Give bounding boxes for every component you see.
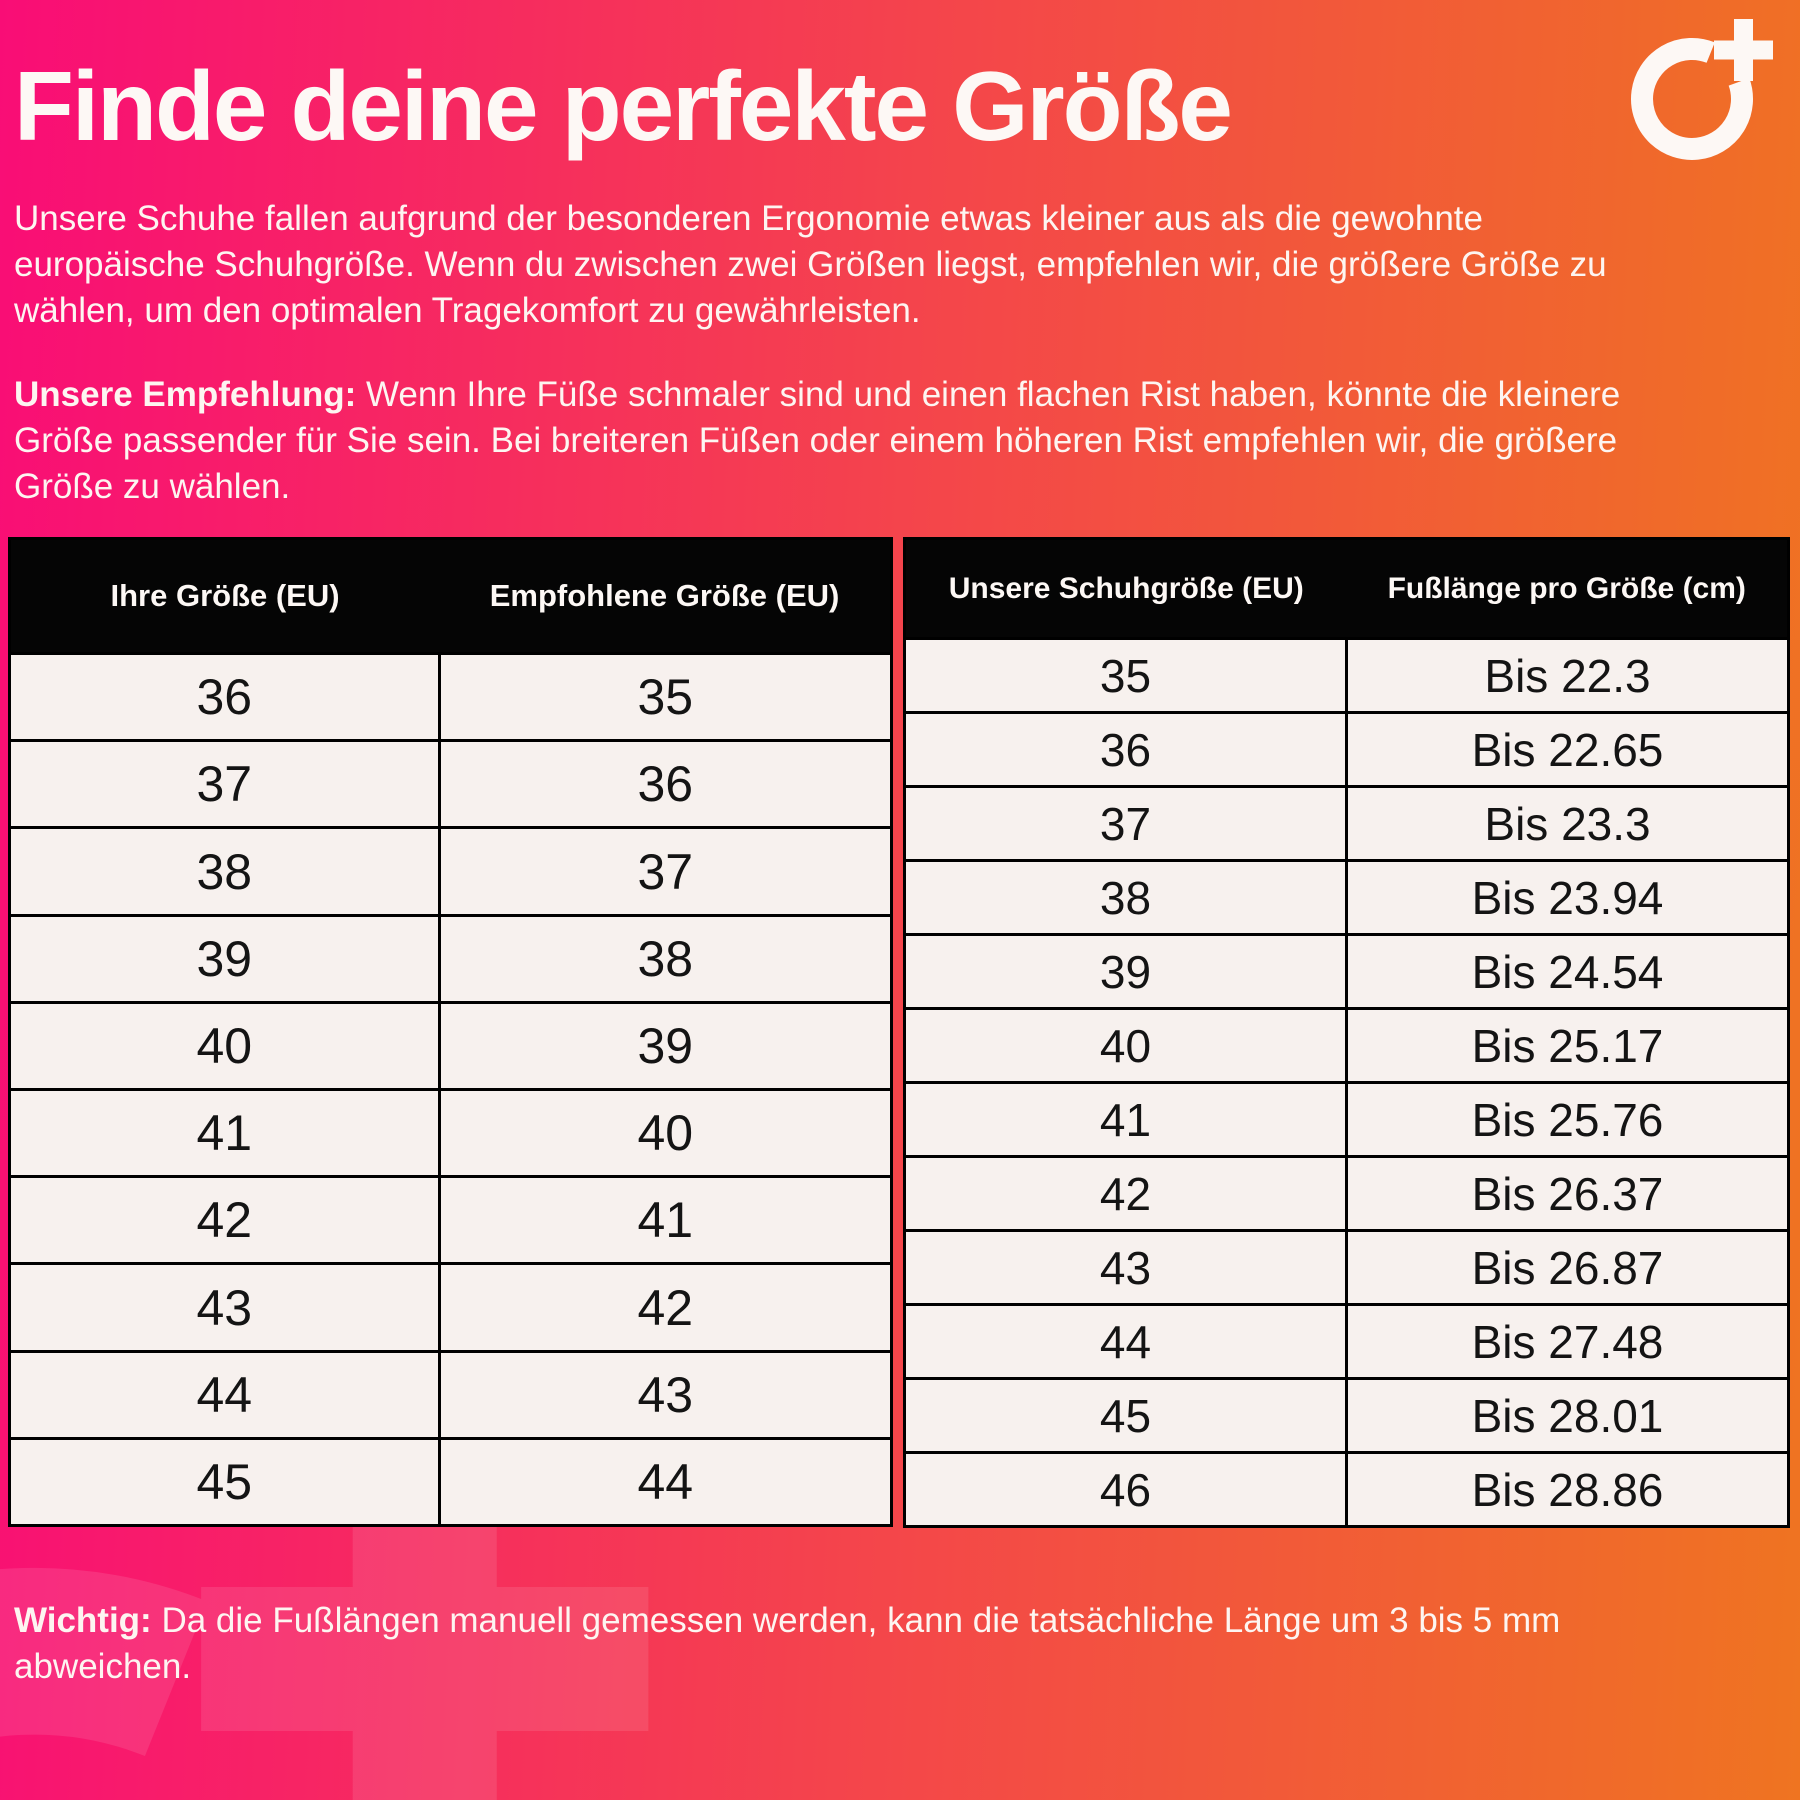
foot-length-cell: Bis 23.94 bbox=[1345, 862, 1787, 933]
table-row bbox=[11, 1088, 890, 1175]
footer-note-label: Wichtig: bbox=[14, 1601, 152, 1640]
table-row bbox=[906, 1229, 1787, 1303]
size-recommendation-table bbox=[8, 537, 893, 1527]
table-row bbox=[11, 1437, 890, 1524]
recommended-size-cell: 40 bbox=[438, 1091, 890, 1175]
column-header-recommended-size: Empfohlene Größe (EU) bbox=[489, 578, 840, 613]
table-row bbox=[906, 933, 1787, 1007]
shoe-size-cell: 37 bbox=[1099, 797, 1152, 850]
shoe-size-cell: 46 bbox=[1099, 1463, 1152, 1516]
foot-length-cell: Bis 25.17 bbox=[1345, 1010, 1787, 1081]
your-size-cell: 45 bbox=[196, 1453, 253, 1510]
recommendation-paragraph bbox=[14, 372, 1644, 510]
table-row bbox=[11, 914, 890, 1001]
your-size-cell: 38 bbox=[196, 843, 253, 900]
shoe-size-cell: 41 bbox=[1099, 1093, 1152, 1146]
table-row bbox=[906, 1451, 1787, 1525]
shoe-size-cell: 35 bbox=[1099, 649, 1152, 702]
table-row bbox=[11, 1175, 890, 1262]
table-row bbox=[906, 711, 1787, 785]
table-row bbox=[11, 1262, 890, 1349]
page-title: Finde deine perfekte Größe bbox=[14, 51, 1231, 161]
your-size-cell: 43 bbox=[196, 1279, 253, 1336]
foot-length-cell: Bis 25.76 bbox=[1345, 1084, 1787, 1155]
table-row bbox=[906, 1081, 1787, 1155]
foot-length-table-body bbox=[906, 637, 1787, 1525]
shoe-size-cell: 39 bbox=[1099, 945, 1152, 998]
shoe-size-cell: 43 bbox=[1099, 1241, 1152, 1294]
table-row bbox=[906, 859, 1787, 933]
your-size-cell: 42 bbox=[196, 1192, 253, 1249]
your-size-cell: 44 bbox=[196, 1366, 253, 1423]
your-size-cell: 40 bbox=[196, 1017, 253, 1074]
recommended-size-cell: 43 bbox=[438, 1353, 890, 1437]
table-row bbox=[906, 785, 1787, 859]
foot-length-cell: Bis 22.65 bbox=[1345, 714, 1787, 785]
shoe-size-cell: 36 bbox=[1099, 723, 1152, 776]
recommended-size-cell: 37 bbox=[438, 829, 890, 913]
your-size-cell: 41 bbox=[196, 1105, 253, 1162]
foot-length-table bbox=[903, 537, 1790, 1528]
table-row bbox=[906, 1303, 1787, 1377]
footer-note-text: Da die Fußlängen manuell gemessen werden, kann die tatsächliche Länge um 3 bis 5 mm abweichen. bbox=[14, 1601, 1561, 1686]
recommended-size-cell: 42 bbox=[438, 1265, 890, 1349]
footer-note bbox=[14, 1598, 1644, 1690]
column-header-your-size: Ihre Größe (EU) bbox=[110, 578, 340, 613]
circle-plus-logo-icon bbox=[1600, 0, 1800, 200]
your-size-cell: 36 bbox=[196, 669, 253, 726]
your-size-cell: 39 bbox=[196, 930, 253, 987]
recommended-size-cell: 39 bbox=[438, 1004, 890, 1088]
foot-length-table-header bbox=[906, 540, 1787, 637]
size-recommendation-table-header bbox=[11, 540, 890, 652]
recommended-size-cell: 44 bbox=[438, 1440, 890, 1524]
table-row bbox=[11, 1350, 890, 1437]
shoe-size-cell: 44 bbox=[1099, 1315, 1152, 1368]
foot-length-cell: Bis 23.3 bbox=[1345, 788, 1787, 859]
table-row bbox=[11, 826, 890, 913]
intro-paragraph: Unsere Schuhe fallen aufgrund der besonderen Ergonomie etwas kleiner aus als die gewohnte europäische Schuhgröße. Wenn du zwischen zwei Größen liegst, empfehlen wir, die größere Größe zu wählen, um den optimalen Tragekomfort zu gewährleisten. bbox=[14, 199, 1607, 330]
foot-length-cell: Bis 24.54 bbox=[1345, 936, 1787, 1007]
recommendation-label: Unsere Empfehlung: bbox=[14, 375, 357, 414]
table-row bbox=[11, 739, 890, 826]
table-row bbox=[11, 652, 890, 739]
shoe-size-cell: 45 bbox=[1099, 1389, 1152, 1442]
recommendation-text: Wenn Ihre Füße schmaler sind und einen flachen Rist haben, könnte die kleinere Größe passender für Sie sein. Bei breiteren Füßen oder einem höheren Rist empfehlen wir, die größere Größe zu wählen. bbox=[14, 375, 1621, 506]
recommended-size-cell: 41 bbox=[438, 1178, 890, 1262]
foot-length-cell: Bis 28.01 bbox=[1345, 1380, 1787, 1451]
table-row bbox=[11, 1001, 890, 1088]
shoe-size-cell: 40 bbox=[1099, 1019, 1152, 1072]
foot-length-cell: Bis 26.37 bbox=[1345, 1158, 1787, 1229]
recommended-size-cell: 38 bbox=[438, 917, 890, 1001]
foot-length-cell: Bis 26.87 bbox=[1345, 1232, 1787, 1303]
column-header-foot-length: Fußlänge pro Größe (cm) bbox=[1387, 571, 1746, 605]
size-recommendation-table-body bbox=[11, 652, 890, 1524]
your-size-cell: 37 bbox=[196, 756, 253, 813]
shoe-size-cell: 38 bbox=[1099, 871, 1152, 924]
foot-length-cell: Bis 27.48 bbox=[1345, 1306, 1787, 1377]
table-row bbox=[906, 1377, 1787, 1451]
table-row bbox=[906, 637, 1787, 711]
foot-length-cell: Bis 28.86 bbox=[1345, 1454, 1787, 1525]
foot-length-cell: Bis 22.3 bbox=[1345, 640, 1787, 711]
recommended-size-cell: 35 bbox=[438, 655, 890, 739]
table-row bbox=[906, 1155, 1787, 1229]
shoe-size-cell: 42 bbox=[1099, 1167, 1152, 1220]
column-header-our-shoe-size: Unsere Schuhgröße (EU) bbox=[948, 571, 1304, 605]
table-row bbox=[906, 1007, 1787, 1081]
recommended-size-cell: 36 bbox=[438, 742, 890, 826]
